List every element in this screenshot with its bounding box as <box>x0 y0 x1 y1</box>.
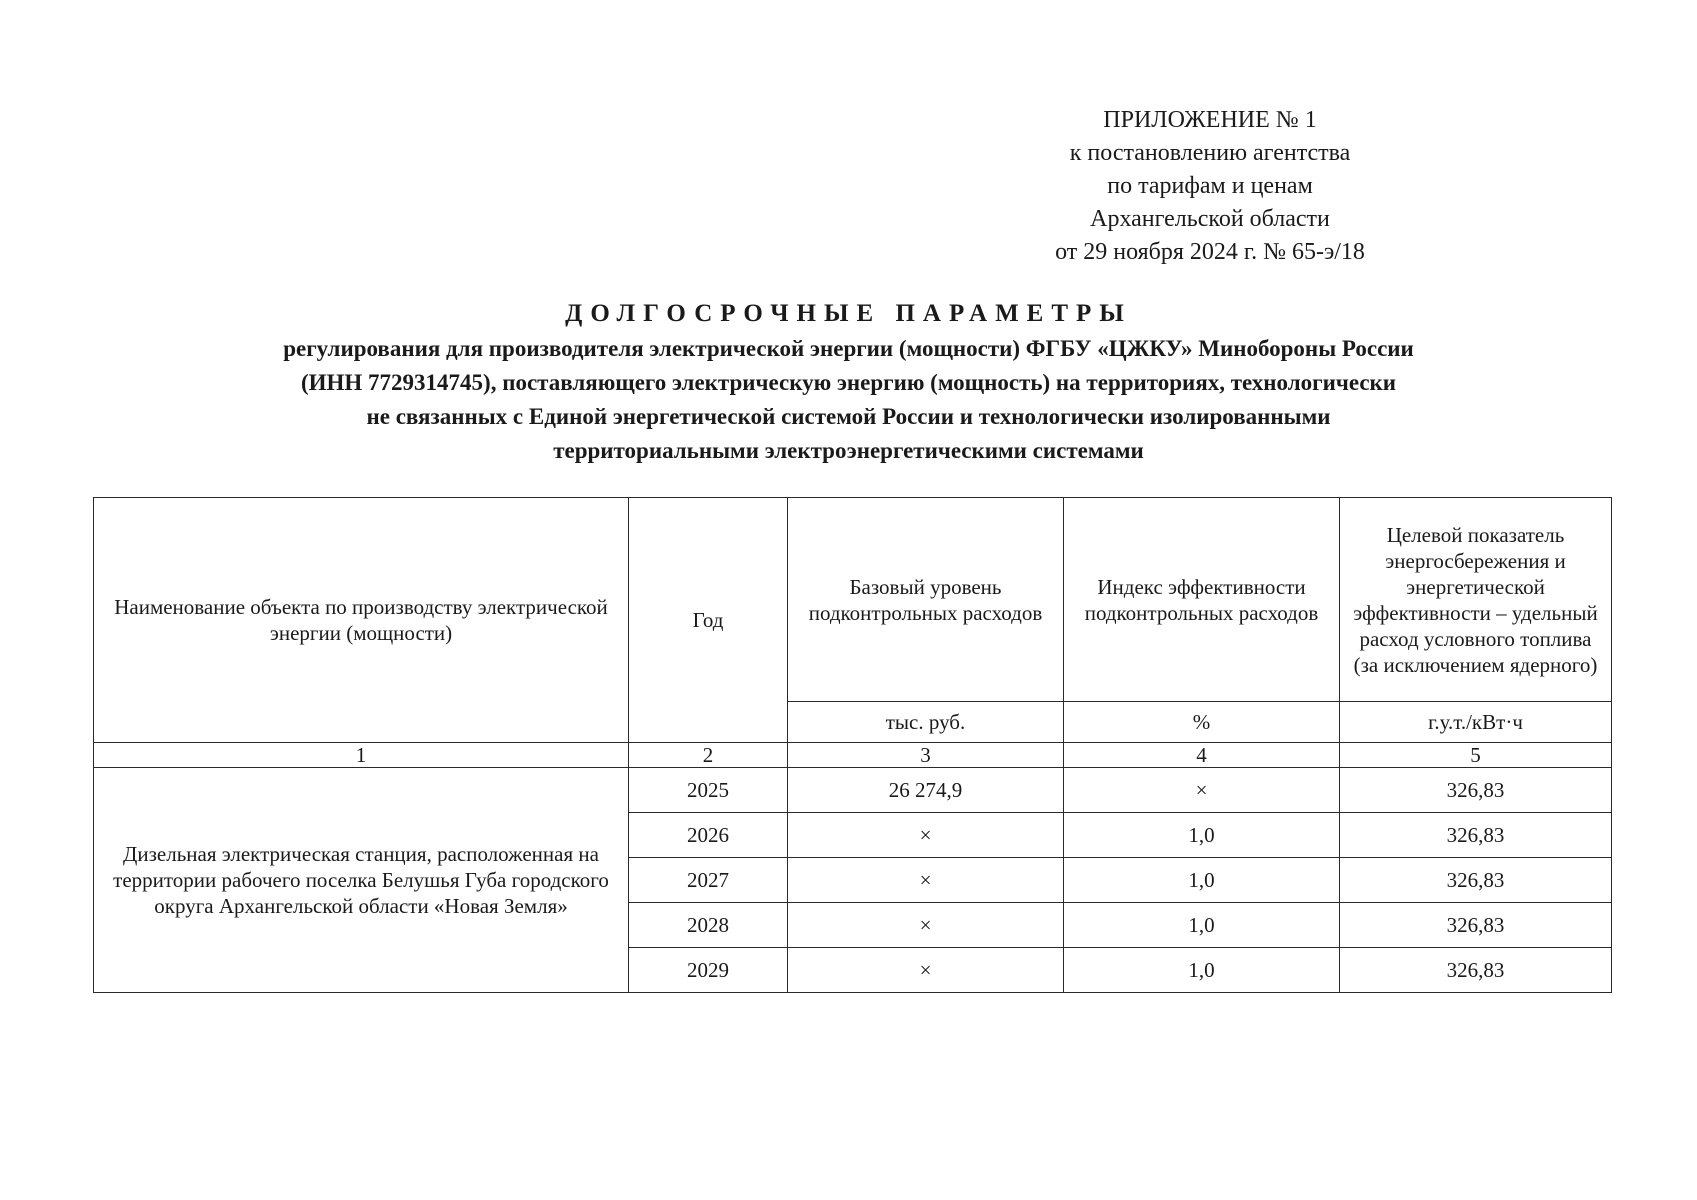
column-number: 1 <box>94 743 629 768</box>
document-title: ДОЛГОСРОЧНЫЕ ПАРАМЕТРЫ <box>565 300 1132 327</box>
parameters-table <box>93 497 1612 993</box>
column-number: 5 <box>1340 743 1612 768</box>
unit-efficiency-index: % <box>1064 702 1340 743</box>
header-object-name: Наименование объекта по производству электрической энергии (мощности) <box>94 498 629 743</box>
document-subtitle-line: регулирования для производителя электрической энергии (мощности) ФГБУ «ЦЖКУ» Минобороны России <box>283 336 1414 361</box>
document-subtitle-line: не связанных с Единой энергетической системой России и технологически изолированными <box>366 404 1331 429</box>
year-cell: 2025 <box>629 768 788 813</box>
header-target-indicator: Целевой показатель энергосбережения и энергетической эффективности – удельный расход условного топлива (за исключением ядерного) <box>1340 498 1612 702</box>
appendix-region-line: Архангельской области <box>1090 206 1330 232</box>
efficiency-index-cell: 1,0 <box>1064 948 1340 993</box>
efficiency-index-cell: 1,0 <box>1064 903 1340 948</box>
column-number: 4 <box>1064 743 1340 768</box>
year-cell: 2026 <box>629 813 788 858</box>
object-name-cell: Дизельная электрическая станция, расположенная на территории рабочего поселка Белушья Губа городского округа Архангельской области «Новая Земля» <box>94 768 629 993</box>
efficiency-index-cell: 1,0 <box>1064 858 1340 903</box>
target-indicator-cell: 326,83 <box>1340 768 1612 813</box>
base-level-cell: × <box>788 948 1064 993</box>
header-efficiency-index: Индекс эффективности подконтрольных расходов <box>1064 498 1340 702</box>
appendix-number: ПРИЛОЖЕНИЕ № 1 <box>1103 107 1317 133</box>
appendix-date-number: от 29 ноября 2024 г. № 65-э/18 <box>1055 239 1365 265</box>
column-number: 3 <box>788 743 1064 768</box>
appendix-agency-line: по тарифам и ценам <box>1107 173 1313 199</box>
year-cell: 2029 <box>629 948 788 993</box>
base-level-cell: 26 274,9 <box>788 768 1064 813</box>
base-level-cell: × <box>788 813 1064 858</box>
document-subtitle-line: территориальными электроэнергетическими системами <box>553 438 1144 463</box>
target-indicator-cell: 326,83 <box>1340 903 1612 948</box>
document-subtitle-line: (ИНН 7729314745), поставляющего электрическую энергию (мощность) на территориях, технологически <box>300 370 1397 395</box>
target-indicator-cell: 326,83 <box>1340 858 1612 903</box>
base-level-cell: × <box>788 903 1064 948</box>
year-cell: 2027 <box>629 858 788 903</box>
appendix-header <box>1030 104 1390 269</box>
column-number-row <box>94 743 1612 768</box>
header-base-level: Базовый уровень подконтрольных расходов <box>788 498 1064 702</box>
document-title-block <box>100 296 1597 468</box>
header-year: Год <box>629 498 788 743</box>
table-row <box>94 768 1612 813</box>
table-header-row <box>94 498 1612 702</box>
efficiency-index-cell: 1,0 <box>1064 813 1340 858</box>
target-indicator-cell: 326,83 <box>1340 813 1612 858</box>
year-cell: 2028 <box>629 903 788 948</box>
unit-target-indicator: г.у.т./кВт·ч <box>1340 702 1612 743</box>
target-indicator-cell: 326,83 <box>1340 948 1612 993</box>
efficiency-index-cell: × <box>1064 768 1340 813</box>
unit-base-level: тыс. руб. <box>788 702 1064 743</box>
column-number: 2 <box>629 743 788 768</box>
base-level-cell: × <box>788 858 1064 903</box>
appendix-resolution-line: к постановлению агентства <box>1069 140 1351 166</box>
